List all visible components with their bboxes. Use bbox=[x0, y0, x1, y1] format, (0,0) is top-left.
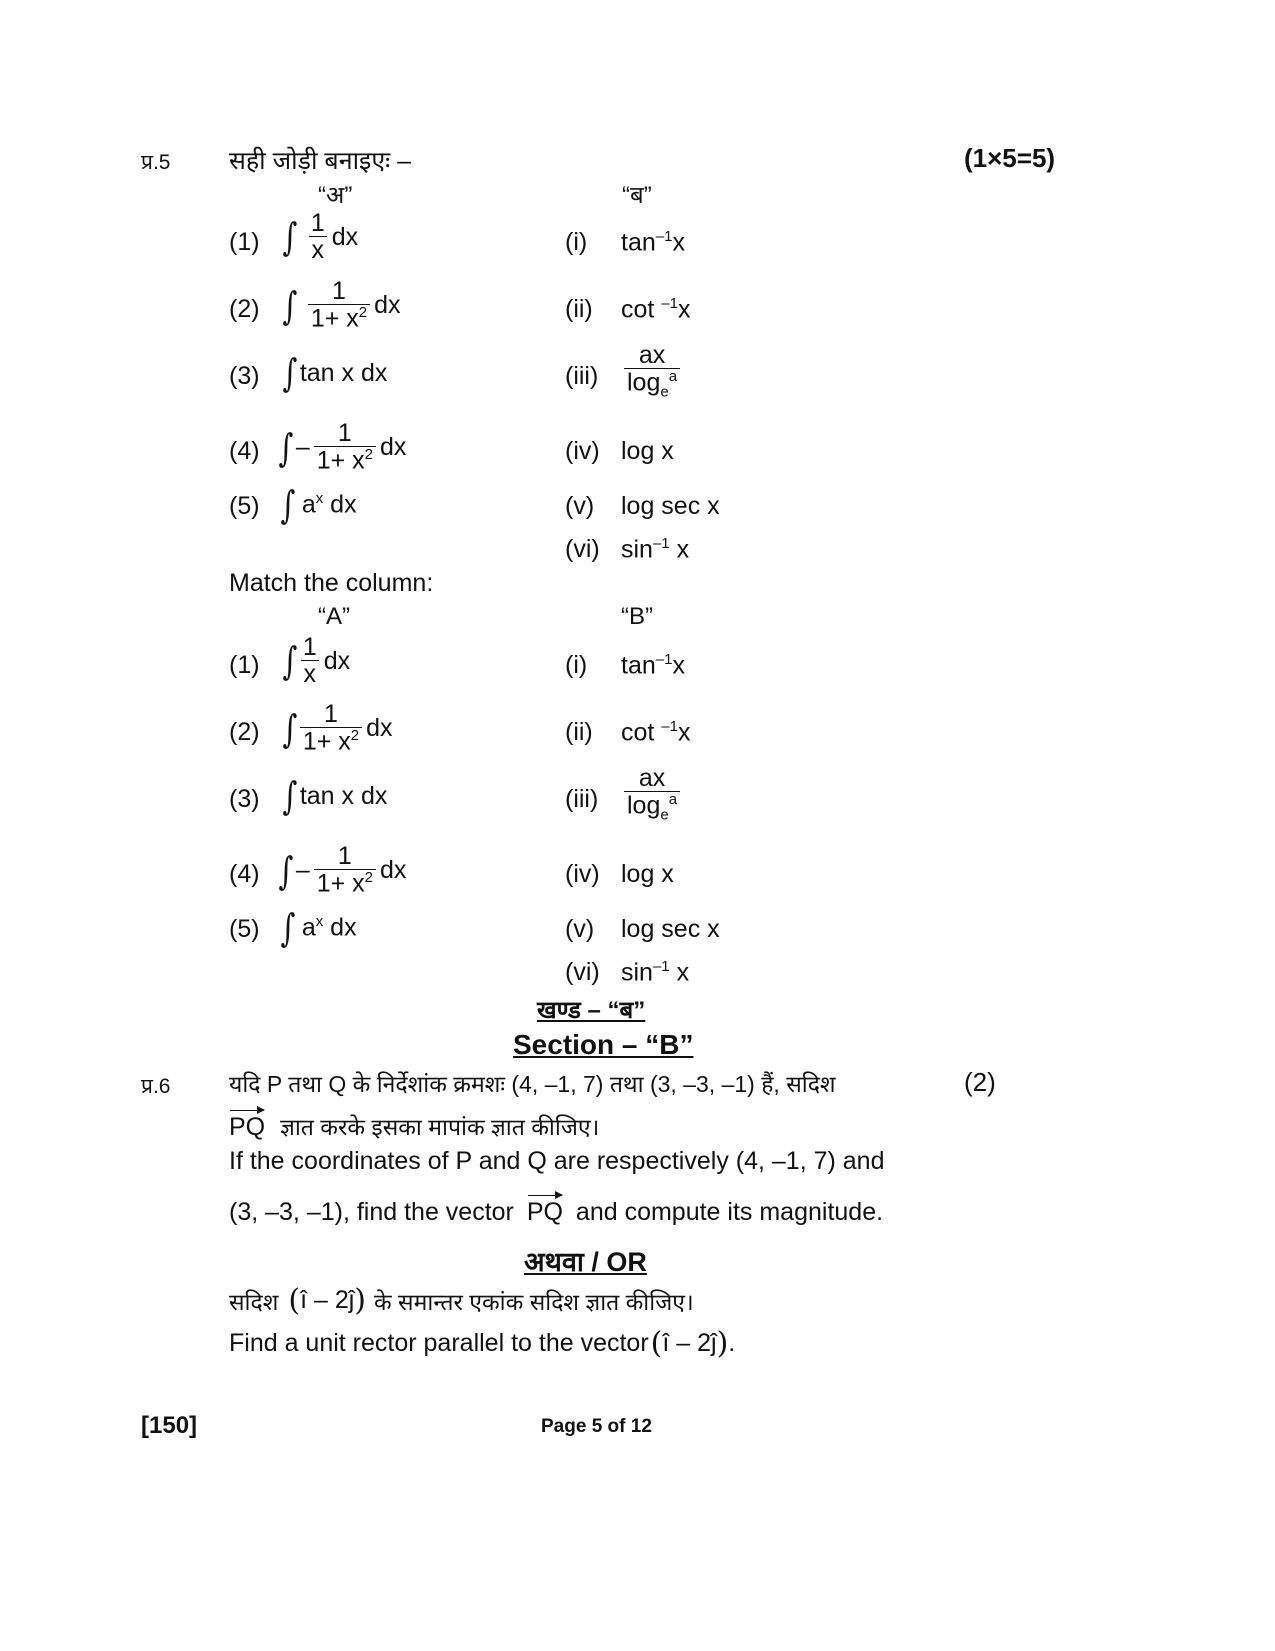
math-expression: ∫ tan x dx bbox=[282, 774, 388, 818]
item-number: (1) bbox=[229, 228, 260, 256]
math-expression: ∫ $\frac{1}{1+ x^2}$ dx bbox=[282, 700, 393, 756]
question-number: प्र.5 bbox=[141, 151, 171, 174]
question-text-english: If the coordinates of P and Q are respectively (4, –1, 7) and bbox=[229, 1147, 885, 1175]
item-number: (vi) bbox=[565, 535, 600, 563]
instruction-hindi: सही जोड़ी बनाइएः – bbox=[229, 147, 412, 175]
item-number: (i) bbox=[565, 228, 588, 256]
item-number: (5) bbox=[229, 915, 260, 943]
math-expression: ∫ $a^x$ dx bbox=[280, 483, 357, 527]
paper-code: [150] bbox=[141, 1412, 198, 1439]
question-text-hindi-line2 bbox=[229, 1110, 599, 1142]
item-number: (4) bbox=[229, 860, 260, 888]
marks: (1×5=5) bbox=[964, 143, 1056, 173]
vector-pq: PQ bbox=[526, 1198, 563, 1226]
item-number: (5) bbox=[229, 492, 260, 520]
item-number: (ii) bbox=[565, 295, 593, 323]
item-number: (2) bbox=[229, 295, 260, 323]
math-expression: $\sin^{-1} x$ bbox=[621, 535, 690, 564]
math-expression: ∫ $\frac{1}{x}$ dx bbox=[282, 633, 351, 689]
item-number: (iii) bbox=[565, 785, 599, 813]
math-expression: log sec x bbox=[621, 492, 720, 520]
math-expression: ∫ – $\frac{1}{1+ x^2}$ dx bbox=[278, 842, 407, 898]
math-expression: $\frac{ax}{\log_e^a}$ bbox=[620, 342, 684, 401]
section-heading-english: Section – “B” bbox=[513, 1029, 694, 1060]
item-number: (v) bbox=[565, 915, 595, 943]
math-expression: ∫ tan x dx bbox=[282, 351, 388, 395]
column-b-heading-hindi: “ब” bbox=[622, 182, 652, 209]
hindi-text: ज्ञात करके इसका मापांक ज्ञात कीजिए। bbox=[280, 1114, 600, 1140]
item-number: (iv) bbox=[565, 437, 600, 465]
match-heading-english: Match the column: bbox=[229, 569, 434, 597]
math-expression: log x bbox=[621, 437, 674, 465]
english-text: and compute its magnitude. bbox=[575, 1198, 884, 1226]
question-text-hindi: यदि P तथा Q के निर्देशांक क्रमशः (4, –1, 7) तथा (3, –3, –1) हैं, सदिश bbox=[229, 1071, 836, 1097]
math-expression: ∫ $\frac{1}{1+ x^2}$ dx bbox=[282, 277, 401, 333]
math-expression: $\sin^{-1} x$ bbox=[621, 958, 690, 987]
marks: (2) bbox=[964, 1067, 996, 1097]
math-expression: log sec x bbox=[621, 915, 720, 943]
column-a-heading-english: “A” bbox=[318, 603, 350, 630]
math-expression: log x bbox=[621, 860, 674, 888]
item-number: (ii) bbox=[565, 718, 593, 746]
page-number: Page 5 of 12 bbox=[541, 1416, 652, 1437]
item-number: (3) bbox=[229, 362, 260, 390]
question-text-english-line2 bbox=[229, 1198, 883, 1227]
math-expression: $\frac{ax}{\log_e^a}$ bbox=[620, 765, 684, 824]
question-number: प्र.6 bbox=[141, 1075, 171, 1098]
item-number: (2) bbox=[229, 718, 260, 746]
item-number: (3) bbox=[229, 785, 260, 813]
math-expression: $\tan^{-1}x$ bbox=[621, 228, 685, 257]
or-question-hindi: सदिश ( î – 2ĵ ) के समान्तर एकांक सदिश ज्ञात कीजिए। bbox=[229, 1283, 694, 1318]
english-text: Find a unit rector parallel to the vector bbox=[229, 1329, 649, 1357]
column-b-heading-english: “B” bbox=[621, 603, 653, 630]
english-text: . bbox=[728, 1329, 736, 1357]
vector-expression: î – 2ĵ bbox=[300, 1286, 355, 1314]
hindi-text: सदिश bbox=[229, 1288, 279, 1315]
section-heading-hindi: खण्ड – “ब” bbox=[537, 997, 646, 1024]
or-heading: अथवा / OR bbox=[524, 1247, 647, 1277]
math-expression: cot $^{-1}$x bbox=[621, 295, 691, 324]
item-number: (v) bbox=[565, 492, 595, 520]
math-expression: ∫ $\frac{1}{x}$ dx bbox=[282, 209, 359, 265]
item-number: (iii) bbox=[565, 362, 599, 390]
vector-pq: PQ bbox=[229, 1113, 266, 1141]
item-number: (4) bbox=[229, 437, 260, 465]
item-number: (iv) bbox=[565, 860, 600, 888]
math-expression: $\tan^{-1}x$ bbox=[621, 651, 685, 680]
vector-expression: î – 2ĵ bbox=[662, 1329, 717, 1357]
item-number: (1) bbox=[229, 651, 260, 679]
column-a-heading-hindi: “अ” bbox=[318, 182, 353, 209]
hindi-text: के समान्तर एकांक सदिश ज्ञात कीजिए। bbox=[374, 1288, 694, 1315]
item-number: (vi) bbox=[565, 958, 600, 986]
or-question-english: Find a unit rector parallel to the vector ( î – 2ĵ ) . bbox=[229, 1326, 736, 1361]
math-expression: cot $^{-1}$x bbox=[621, 718, 691, 747]
english-text: (3, –3, –1), find the vector bbox=[229, 1198, 514, 1226]
item-number: (i) bbox=[565, 651, 588, 679]
math-expression: ∫ – $\frac{1}{1+ x^2}$ dx bbox=[278, 419, 407, 475]
math-expression: ∫ $a^x$ dx bbox=[280, 906, 357, 950]
